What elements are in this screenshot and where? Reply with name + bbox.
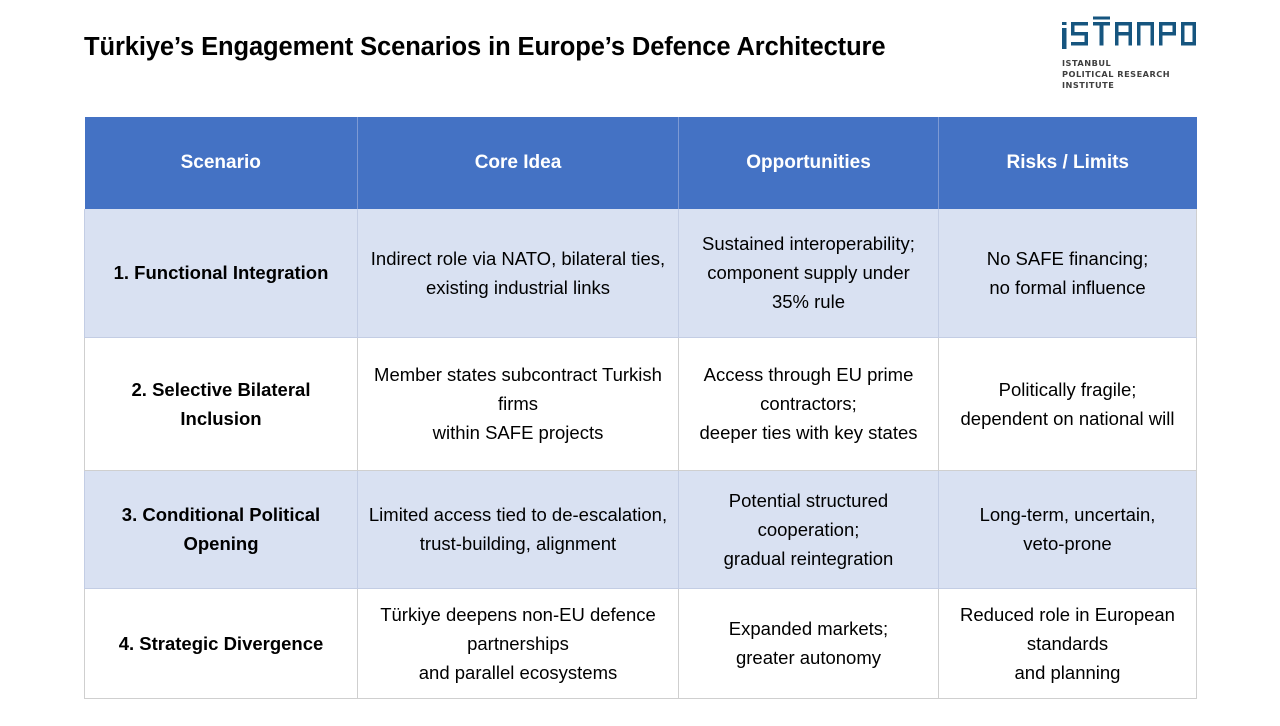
cell-risks-line-2: and planning [1014, 661, 1121, 683]
table-header-row [85, 117, 1197, 209]
cell-risks-line-2: no formal influence [989, 276, 1146, 298]
column-header-risks-limits: Risks / Limits [939, 117, 1197, 209]
table-row [85, 337, 1197, 470]
cell-opportunities-line-1: Expanded markets; [728, 618, 889, 639]
cell-core-idea [358, 337, 679, 470]
cell-scenario: 4. Strategic Divergence [85, 588, 358, 698]
cell-risks-line-1: Long-term, uncertain, [979, 504, 1156, 525]
logo-subtitle-line-1: ISTANBUL [1062, 58, 1112, 68]
cell-core-idea [358, 209, 679, 337]
cell-opportunities-line-1: Access through EU prime contractors; [703, 364, 914, 414]
logo-subtitle-line-2: POLITICAL RESEARCH [1062, 69, 1171, 80]
page-title: Türkiye’s Engagement Scenarios in Europe’s Defence Architecture [84, 33, 886, 61]
scenarios-table [84, 117, 1197, 699]
cell-risks-line-1: Reduced role in European standards [960, 603, 1175, 654]
cell-core-idea-line-1: Limited access tied to de-escalation, [368, 504, 668, 525]
cell-core-idea-line-1: Member states subcontract Turkish firms [374, 364, 662, 414]
cell-core-idea-line-1: Türkiye deepens non-EU defence partnerships [380, 603, 656, 654]
cell-opportunities [679, 209, 939, 337]
cell-risks [939, 337, 1197, 470]
logo-subtitle [1062, 58, 1202, 92]
cell-core-idea-line-2: trust-building, alignment [419, 533, 617, 554]
cell-core-idea [358, 470, 679, 588]
cell-opportunities [679, 588, 939, 698]
cell-risks-line-1: No SAFE financing; [986, 247, 1149, 269]
table-row [85, 209, 1197, 337]
cell-scenario: 1. Functional Integration [85, 209, 358, 337]
istanpol-wordmark-icon [1062, 14, 1196, 54]
cell-opportunities-line-2: greater autonomy [735, 647, 881, 668]
cell-opportunities-line-2: deeper ties with key states [699, 422, 918, 443]
cell-scenario: 3. Conditional Political Opening [85, 470, 358, 588]
column-header-scenario: Scenario [85, 117, 358, 209]
slide-header [0, 0, 1280, 117]
cell-risks-line-2: veto-prone [1023, 533, 1112, 554]
cell-core-idea-line-1: Indirect role via NATO, bilateral ties, [370, 247, 666, 269]
column-header-core-idea: Core Idea [358, 117, 679, 209]
cell-opportunities-line-2: component supply under 35% rule [707, 262, 910, 313]
table-row [85, 470, 1197, 588]
cell-risks [939, 588, 1197, 698]
cell-core-idea-line-2: and parallel ecosystems [418, 661, 618, 683]
table-row [85, 588, 1197, 698]
cell-risks [939, 209, 1197, 337]
istanpol-logo [1062, 14, 1202, 100]
cell-risks-line-2: dependent on national will [960, 407, 1175, 429]
cell-core-idea-line-2: existing industrial links [425, 276, 611, 298]
column-header-opportunities: Opportunities [679, 117, 939, 209]
cell-opportunities-line-2: gradual reintegration [723, 547, 894, 569]
cell-core-idea [358, 588, 679, 698]
cell-risks-line-1: Politically fragile; [998, 378, 1137, 400]
cell-opportunities-line-1: Sustained interoperability; [702, 233, 915, 255]
logo-subtitle-line-3: INSTITUTE [1062, 80, 1115, 91]
cell-scenario: 2. Selective Bilateral Inclusion [85, 337, 358, 470]
cell-opportunities-line-1: Potential structured cooperation; [728, 489, 889, 540]
cell-opportunities [679, 470, 939, 588]
cell-opportunities [679, 337, 939, 470]
cell-core-idea-line-2: within SAFE projects [432, 422, 604, 443]
cell-risks [939, 470, 1197, 588]
